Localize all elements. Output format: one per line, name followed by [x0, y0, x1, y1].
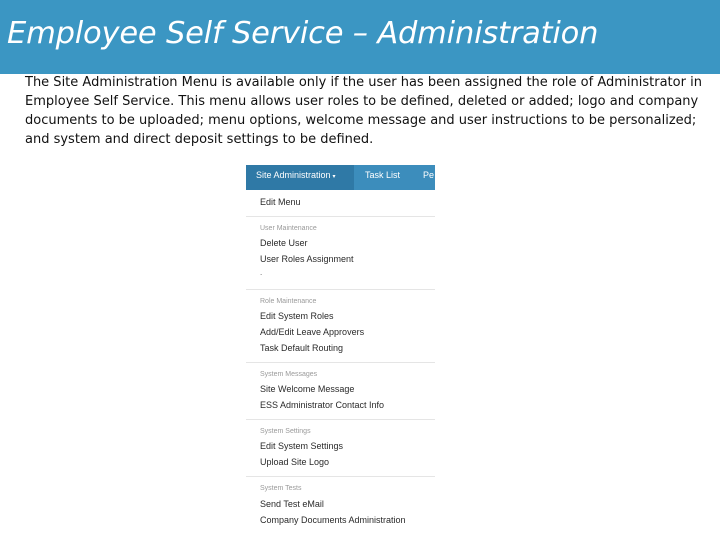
- slide-title: Employee Self Service – Administration: [7, 16, 599, 51]
- nav-partial-item[interactable]: Pe: [423, 170, 435, 180]
- menu-divider: [246, 362, 435, 363]
- menu-item-upload-site-logo[interactable]: Upload Site Logo: [260, 457, 330, 467]
- description-line: documents to be uploaded; menu options, welcome message and user instructions to be personalized;: [25, 113, 697, 128]
- menu-item-edit-system-roles[interactable]: Edit System Roles: [260, 311, 334, 321]
- stray-dot: .: [260, 268, 263, 277]
- menu-item-ess-administrator-contact-info[interactable]: ESS Administrator Contact Info: [260, 400, 385, 410]
- nav-task-list[interactable]: Task List: [365, 170, 401, 180]
- menu-item-send-test-email[interactable]: Send Test eMail: [260, 499, 324, 509]
- section-heading-user-maintenance: User Maintenance: [260, 225, 317, 232]
- menu-nav-bar: [246, 165, 435, 190]
- menu-item-task-default-routing[interactable]: Task Default Routing: [260, 343, 344, 353]
- title-bar: [0, 0, 720, 74]
- menu-item-add-edit-leave-approvers[interactable]: Add/Edit Leave Approvers: [260, 327, 365, 337]
- description-paragraph: [25, 73, 705, 149]
- menu-item-user-roles-assignment[interactable]: User Roles Assignment: [260, 254, 354, 264]
- nav-site-administration-label: Site Administration: [256, 170, 331, 180]
- menu-item-edit-menu[interactable]: Edit Menu: [260, 197, 301, 207]
- menu-item-edit-system-settings[interactable]: Edit System Settings: [260, 441, 344, 451]
- section-heading-system-tests: System Tests: [260, 485, 302, 492]
- menu-item-company-documents-administration[interactable]: Company Documents Administration: [260, 515, 406, 525]
- menu-divider: [246, 419, 435, 420]
- menu-item-site-welcome-message[interactable]: Site Welcome Message: [260, 384, 355, 394]
- section-heading-system-settings: System Settings: [260, 428, 311, 435]
- menu-divider: [246, 289, 435, 290]
- menu-divider: [246, 216, 435, 217]
- section-heading-role-maintenance: Role Maintenance: [260, 298, 317, 305]
- description-line: and system and direct deposit settings to be defined.: [25, 132, 374, 147]
- menu-divider: [246, 476, 435, 477]
- menu-item-delete-user[interactable]: Delete User: [260, 238, 308, 248]
- nav-site-administration[interactable]: [246, 165, 354, 190]
- section-heading-system-messages: System Messages: [260, 371, 318, 378]
- description-line: Employee Self Service. This menu allows user roles to be defined, deleted or added; logo and company: [25, 94, 699, 109]
- description-line: The Site Administration Menu is available only if the user has been assigned the role of Administrator in: [25, 75, 702, 90]
- site-administration-menu-screenshot: [246, 165, 435, 535]
- chevron-down-icon: ▾: [332, 174, 336, 180]
